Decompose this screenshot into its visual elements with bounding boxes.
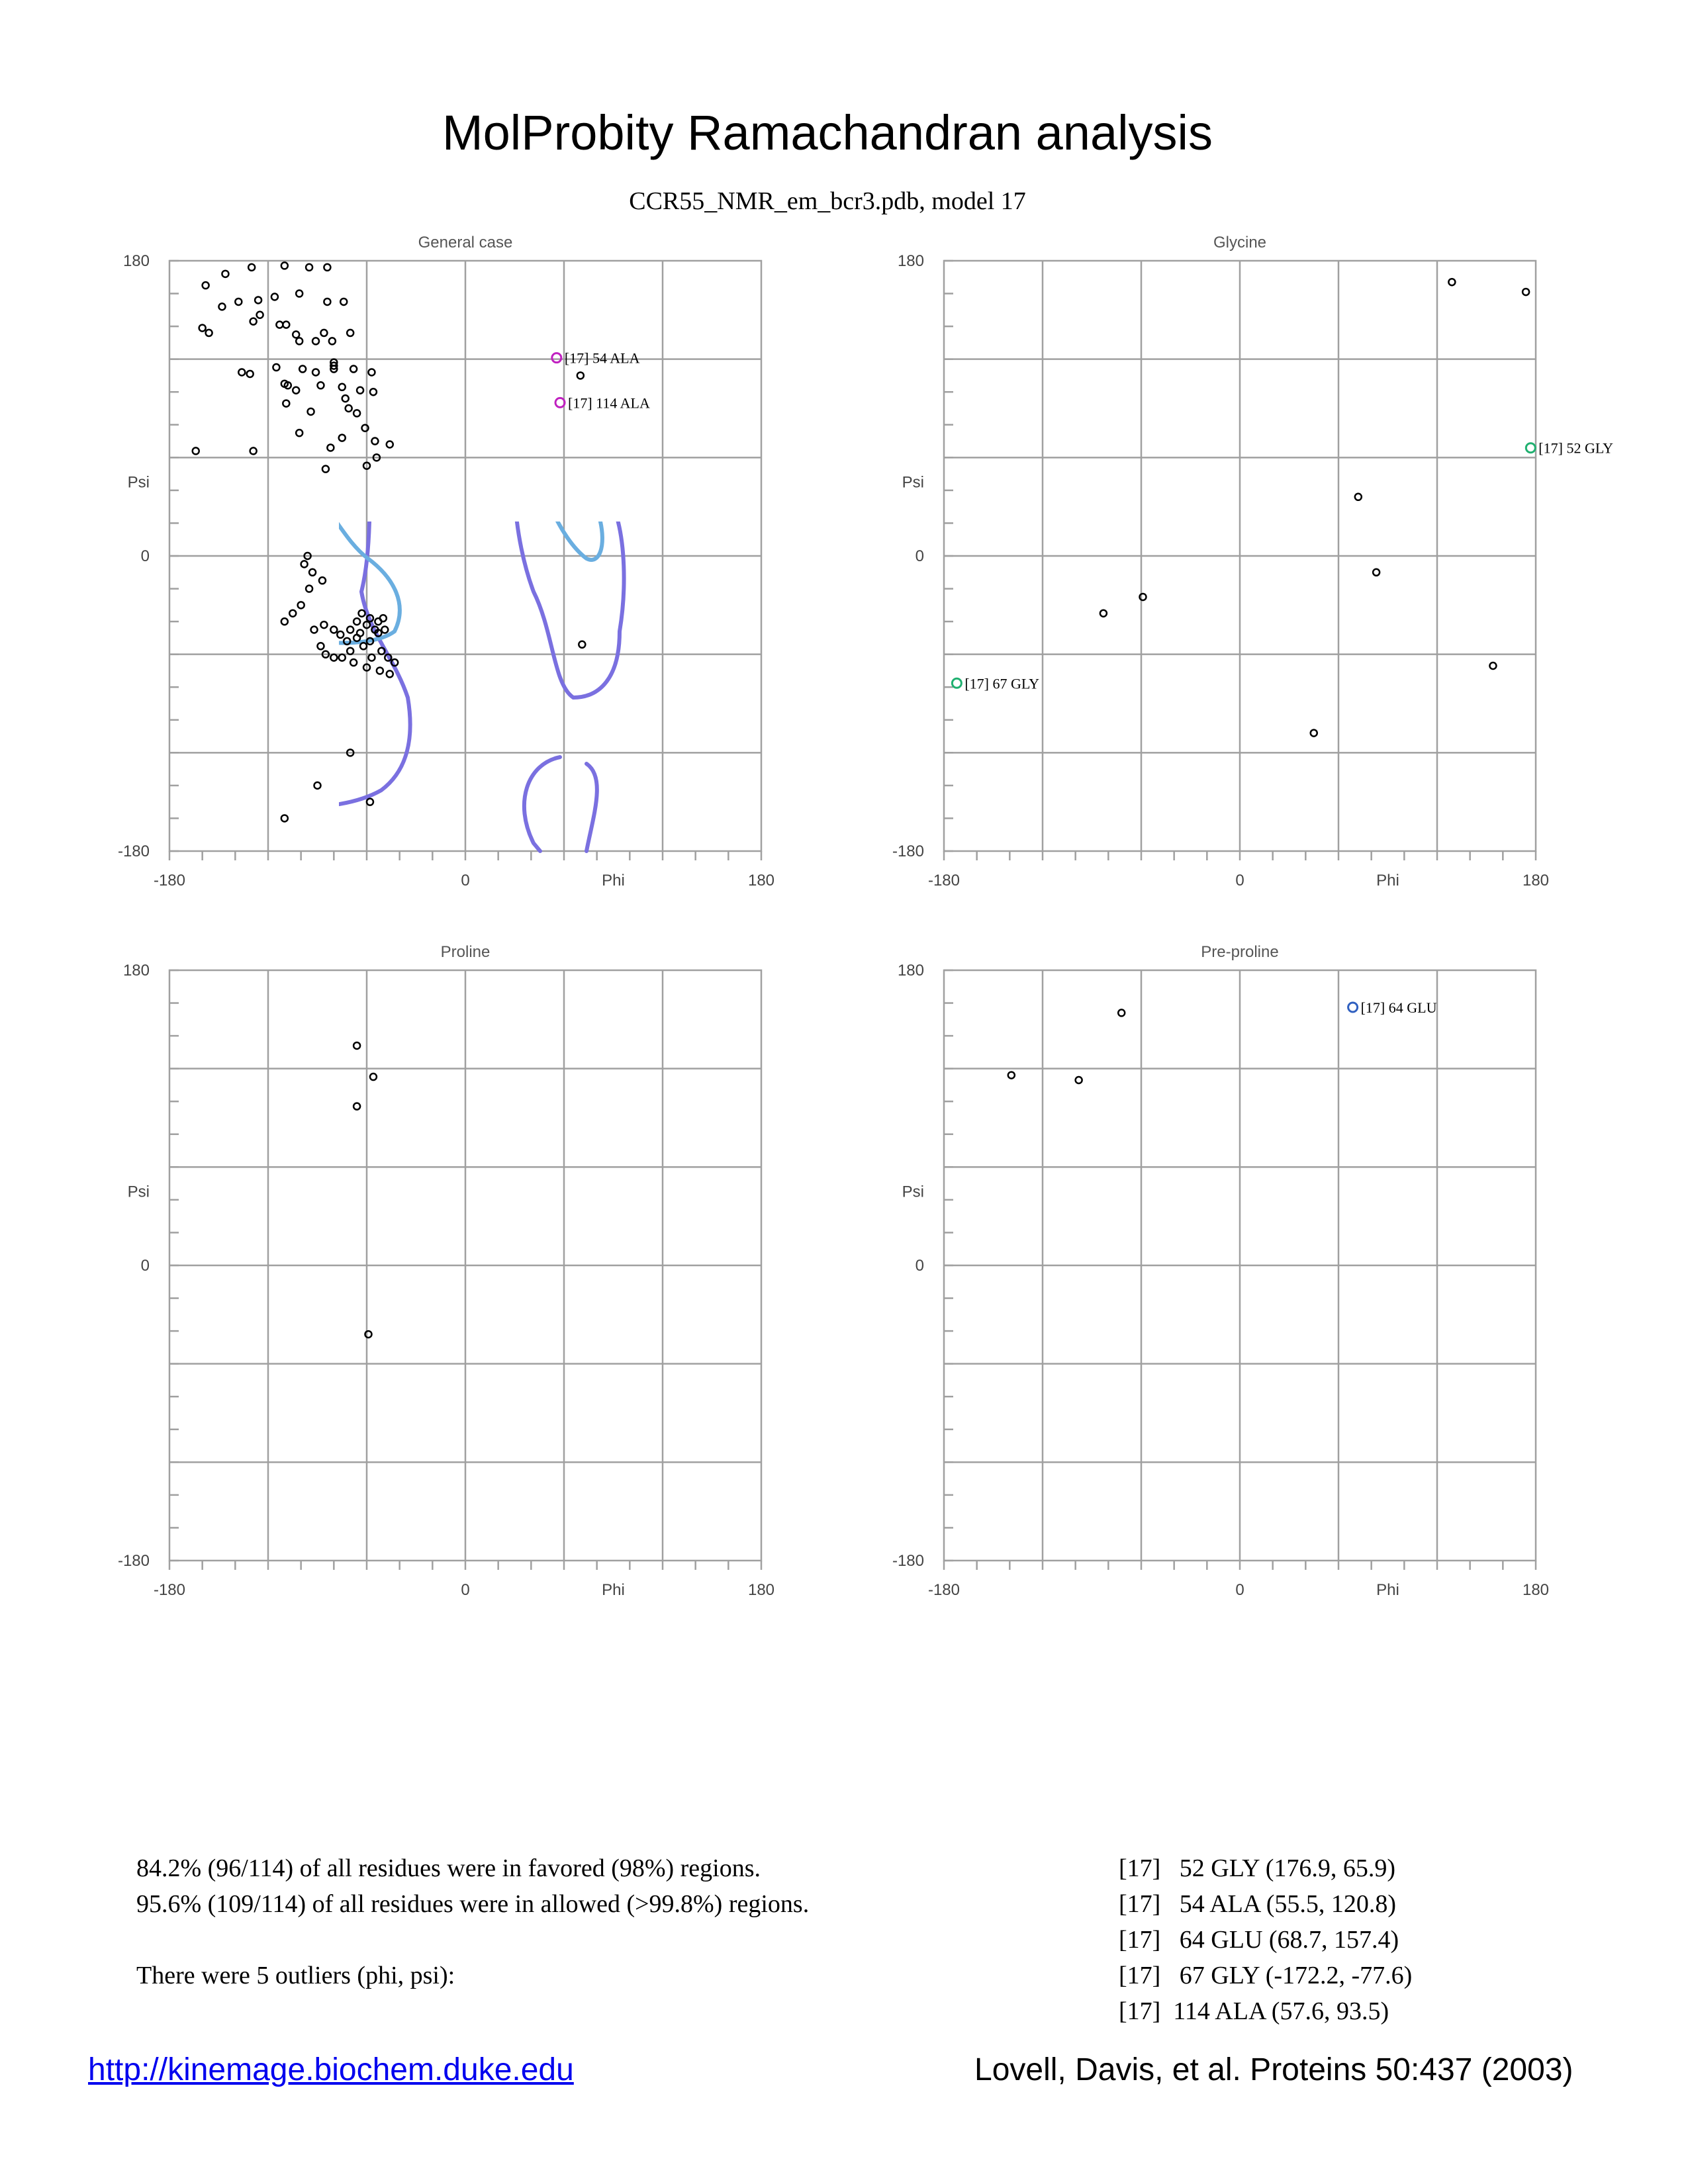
allowed-summary: 95.6% (109/114) of all residues were in allowed (>99.8%) regions.	[136, 1890, 810, 1918]
data-point	[327, 444, 334, 451]
data-point	[206, 330, 212, 336]
outlier-label: [17] 67 GLY	[964, 675, 1040, 692]
data-point	[357, 387, 363, 394]
data-point	[218, 303, 225, 310]
data-point	[296, 291, 303, 297]
data-point	[309, 569, 316, 576]
favored-contour	[543, 453, 602, 560]
favored-contour	[1108, 1291, 1178, 1361]
data-point	[293, 387, 299, 394]
data-point	[330, 627, 337, 633]
outlier-point	[952, 678, 961, 688]
x-axis-label: Phi	[1376, 1581, 1399, 1599]
data-point	[306, 264, 312, 271]
data-point	[308, 408, 314, 415]
data-point	[1523, 289, 1529, 295]
data-point	[353, 410, 360, 416]
data-point	[298, 602, 305, 608]
citation: Lovell, Davis, et al. Proteins 50:437 (2003)	[974, 2052, 1573, 2087]
y-tick-label: 0	[915, 1257, 924, 1275]
outlier-label: [17] 54 ALA	[564, 349, 640, 367]
favored-contour	[316, 1126, 356, 1182]
data-point	[1008, 1072, 1015, 1079]
data-point	[359, 610, 365, 617]
data-point	[330, 655, 337, 661]
data-point	[370, 1073, 377, 1080]
data-point	[281, 815, 288, 821]
plot-panel	[118, 943, 774, 1599]
y-tick-label: 180	[897, 962, 924, 979]
x-tick-label: 180	[1522, 872, 1550, 889]
kinemage-link[interactable]: http://kinemage.biochem.duke.edu	[88, 2052, 574, 2087]
x-axis-label: Phi	[602, 1581, 625, 1599]
data-point	[322, 466, 329, 473]
data-point	[273, 364, 279, 371]
plot-panel	[892, 943, 1549, 1599]
x-tick-label: 0	[461, 1581, 470, 1599]
x-tick-label: 0	[1235, 872, 1244, 889]
x-tick-label: -180	[927, 1581, 961, 1599]
data-point	[312, 338, 319, 344]
y-axis-label: Psi	[902, 1183, 924, 1201]
allowed-contour	[545, 261, 608, 327]
data-point	[276, 322, 283, 328]
allowed-contour	[944, 970, 1188, 1209]
y-tick-label: 0	[140, 1257, 150, 1275]
data-point	[257, 312, 263, 318]
y-tick-label: 0	[915, 547, 924, 565]
data-point	[281, 262, 288, 269]
panel-title: Pre-proline	[1201, 943, 1279, 961]
x-tick-label: 180	[747, 1581, 775, 1599]
allowed-contour	[279, 970, 416, 1361]
favored-contour	[237, 477, 400, 643]
data-point	[368, 369, 375, 375]
data-point	[380, 615, 387, 621]
data-point	[370, 388, 377, 395]
data-point	[371, 438, 378, 445]
favored-contour	[305, 1220, 409, 1355]
favored-contour	[951, 970, 1182, 1189]
outlier-intro: There were 5 outliers (phi, psi):	[136, 1962, 455, 1989]
data-point	[283, 322, 289, 328]
panel-title: General case	[418, 234, 513, 251]
x-tick-label: 0	[1235, 1581, 1244, 1599]
data-point	[377, 667, 383, 674]
data-point	[1076, 1077, 1082, 1083]
data-point	[1100, 610, 1107, 617]
favored-contour	[1008, 455, 1183, 662]
allowed-contour	[169, 261, 410, 807]
data-point	[311, 627, 318, 633]
favored-contour	[183, 834, 328, 851]
data-point	[339, 384, 346, 390]
y-tick-label: -180	[892, 1552, 924, 1570]
y-axis-label: Psi	[902, 473, 924, 492]
x-axis-label: Phi	[1376, 872, 1399, 889]
y-tick-label: 180	[122, 962, 150, 979]
favored-contour	[1307, 446, 1479, 647]
y-tick-label: 180	[122, 252, 150, 270]
x-tick-label: -180	[153, 1581, 186, 1599]
favored-contour	[295, 1542, 352, 1561]
y-tick-label: -180	[117, 842, 150, 860]
data-point	[350, 366, 357, 373]
data-point	[387, 441, 393, 448]
data-point	[353, 618, 360, 625]
summary-spacer	[136, 1922, 809, 1958]
data-point	[339, 435, 346, 441]
data-point	[193, 447, 199, 454]
data-point	[312, 369, 319, 375]
outlier-list-item: [17] 114 ALA (57.6, 93.5)	[1119, 1997, 1389, 2025]
y-tick-label: -180	[892, 842, 924, 860]
data-point	[235, 298, 242, 305]
favored-contour	[306, 970, 398, 1079]
plot-panel	[892, 234, 1613, 889]
data-point	[314, 782, 321, 789]
favored-contour	[944, 261, 1182, 387]
data-point	[1448, 279, 1455, 285]
x-tick-label: -180	[153, 872, 186, 889]
data-point	[250, 318, 257, 325]
data-point	[329, 338, 336, 344]
allowed-contour	[731, 261, 761, 373]
allowed-contour	[944, 437, 1183, 691]
data-point	[255, 296, 261, 303]
outlier-point	[1526, 443, 1535, 453]
data-point	[387, 670, 393, 677]
outlier-list-item: [17] 54 ALA (55.5, 120.8)	[1119, 1890, 1397, 1918]
data-point	[271, 294, 278, 300]
page-title: MolProbity Ramachandran analysis	[442, 105, 1213, 160]
outlier-label: [17] 114 ALA	[568, 394, 650, 412]
data-point	[222, 271, 228, 277]
favored-contour	[1295, 1154, 1334, 1193]
data-point	[1355, 494, 1362, 500]
y-tick-label: 0	[140, 547, 150, 565]
favored-contour	[1315, 751, 1536, 851]
data-point	[320, 621, 327, 628]
x-tick-label: 0	[461, 872, 470, 889]
data-point	[347, 648, 353, 655]
y-tick-label: 180	[897, 252, 924, 270]
data-point	[340, 298, 347, 305]
data-point	[199, 325, 206, 332]
x-tick-label: 180	[747, 872, 775, 889]
data-point	[1118, 1009, 1125, 1016]
data-point	[357, 629, 363, 636]
data-point	[1311, 730, 1317, 737]
data-point	[1373, 569, 1380, 576]
data-point	[320, 330, 327, 336]
data-point	[281, 618, 288, 625]
data-point	[342, 395, 349, 402]
favored-contour	[944, 1528, 1129, 1547]
data-point	[324, 264, 330, 271]
allowed-contour	[1080, 1275, 1197, 1381]
data-point	[299, 366, 306, 373]
data-point	[203, 282, 209, 289]
data-point	[1489, 662, 1496, 669]
page-subtitle: CCR55_NMR_em_bcr3.pdb, model 17	[629, 187, 1026, 215]
outlier-list-item: [17] 67 GLY (-172.2, -77.6)	[1119, 1962, 1413, 1989]
favored-contour	[1315, 261, 1536, 406]
outlier-point	[1348, 1003, 1358, 1012]
data-point	[381, 627, 388, 633]
data-point	[368, 655, 375, 661]
data-point	[301, 561, 308, 567]
favored-summary: 84.2% (96/114) of all residues were in favored (98%) regions.	[136, 1854, 761, 1882]
data-point	[353, 1042, 360, 1049]
allowed-contour	[1511, 970, 1536, 1162]
data-point	[250, 447, 257, 454]
data-point	[247, 371, 254, 377]
data-point	[293, 332, 299, 338]
data-point	[577, 372, 584, 379]
y-axis-label: Psi	[127, 473, 150, 492]
x-tick-label: 180	[1522, 1581, 1550, 1599]
x-axis-label: Phi	[602, 872, 625, 889]
data-point	[319, 577, 326, 584]
y-tick-label: -180	[117, 1552, 150, 1570]
data-point	[238, 369, 245, 375]
data-point	[317, 643, 324, 649]
data-point	[339, 655, 346, 661]
allowed-contour	[275, 1522, 368, 1561]
summary-text	[136, 1850, 809, 1993]
outlier-label: [17] 64 GLU	[1360, 999, 1437, 1016]
allowed-contour	[944, 261, 1190, 422]
data-point	[346, 405, 352, 412]
data-point	[347, 330, 353, 336]
allowed-contour	[944, 1518, 1136, 1533]
panel-title: Glycine	[1213, 234, 1267, 251]
x-tick-label: -180	[927, 872, 961, 889]
data-point	[337, 631, 344, 638]
data-point	[296, 338, 303, 344]
y-axis-label: Psi	[127, 1183, 150, 1201]
outlier-point	[552, 353, 561, 363]
data-point	[360, 643, 367, 649]
data-point	[350, 659, 357, 666]
data-point	[324, 298, 330, 305]
outlier-list-item: [17] 52 GLY (176.9, 65.9)	[1119, 1854, 1395, 1882]
favored-contour	[944, 695, 1156, 851]
data-point	[579, 641, 585, 648]
data-point	[367, 799, 373, 805]
data-point	[283, 400, 289, 407]
outlier-list	[1119, 1850, 1412, 2029]
panel-title: Proline	[440, 943, 491, 961]
outlier-list-item: [17] 64 GLU (68.7, 157.4)	[1119, 1926, 1399, 1954]
data-point	[296, 430, 303, 436]
plot-panel	[118, 234, 774, 889]
outlier-label: [17] 52 GLY	[1538, 439, 1613, 457]
data-point	[289, 610, 296, 617]
data-point	[306, 586, 312, 592]
allowed-contour	[524, 757, 597, 851]
data-point	[353, 1103, 360, 1110]
data-point	[347, 627, 353, 633]
data-point	[248, 264, 255, 271]
data-point	[317, 382, 324, 388]
